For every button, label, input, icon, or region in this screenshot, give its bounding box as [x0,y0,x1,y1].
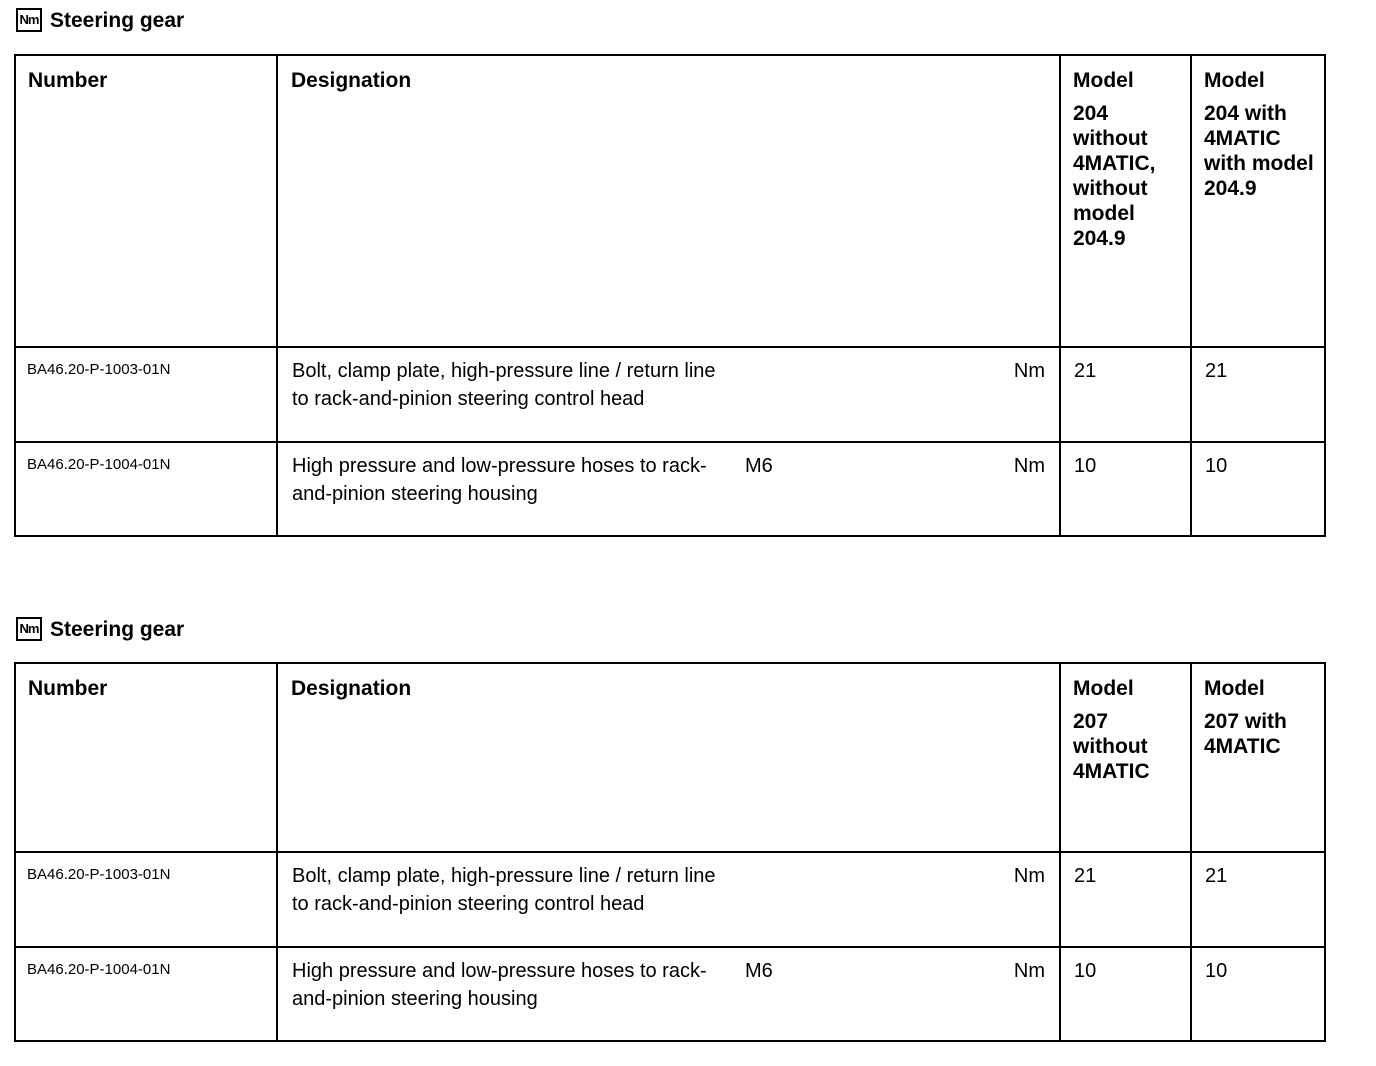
section-heading [16,8,184,32]
header-number: Number [28,677,108,700]
row-number: BA46.20-P-1004-01N [27,456,171,473]
header-designation: Designation [291,677,412,700]
row-unit: Nm [1013,960,1045,982]
header-model-2-sub: 207 with 4MATIC [1204,710,1287,758]
table-header-row [15,663,1325,852]
section-title: Steering gear [50,9,185,32]
section-title: Steering gear [50,618,185,641]
row-designation: High pressure and low-pressure hoses to rack-and-pinion steering housing [292,960,707,1010]
row-value-model-2: 10 [1205,455,1228,477]
row-value-model-1: 10 [1074,960,1097,982]
row-designation: High pressure and low-pressure hoses to rack-and-pinion steering housing [292,455,707,505]
row-value-model-2: 21 [1205,360,1228,382]
header-model-2-title: Model [1204,677,1265,700]
torque-nm-icon: Nm [16,8,42,32]
row-value-model-1: 10 [1074,455,1097,477]
row-number: BA46.20-P-1003-01N [27,866,171,883]
torque-nm-icon: Nm [16,617,42,641]
row-unit: Nm [1013,865,1045,887]
header-model-1-title: Model [1073,677,1134,700]
torque-table [14,662,1326,1042]
header-number: Number [28,69,108,92]
header-designation: Designation [291,69,412,92]
row-value-model-2: 10 [1205,960,1228,982]
table-row [15,947,1325,1041]
header-model-1-title: Model [1073,69,1134,92]
header-model-2-title: Model [1204,69,1265,92]
table-row [15,852,1325,947]
row-value-model-1: 21 [1074,360,1097,382]
header-model-1-sub: 207 without 4MATIC [1073,710,1150,783]
table-header-row [15,55,1325,347]
row-number: BA46.20-P-1004-01N [27,961,171,978]
row-size: M6 [745,960,773,982]
row-unit: Nm [1013,455,1045,477]
row-size: M6 [745,455,773,477]
row-designation: Bolt, clamp plate, high-pressure line / return line to rack-and-pinion steering control head [292,360,716,410]
table-row [15,347,1325,442]
section-heading [16,617,184,641]
header-model-1-sub: 204 without 4MATIC, without model 204.9 [1073,102,1156,250]
header-model-2-sub: 204 with 4MATIC with model 204.9 [1204,102,1314,200]
row-number: BA46.20-P-1003-01N [27,361,171,378]
row-value-model-1: 21 [1074,865,1097,887]
row-designation: Bolt, clamp plate, high-pressure line / return line to rack-and-pinion steering control head [292,865,716,915]
row-unit: Nm [1013,360,1045,382]
torque-table [14,54,1326,537]
row-value-model-2: 21 [1205,865,1228,887]
table-row [15,442,1325,536]
